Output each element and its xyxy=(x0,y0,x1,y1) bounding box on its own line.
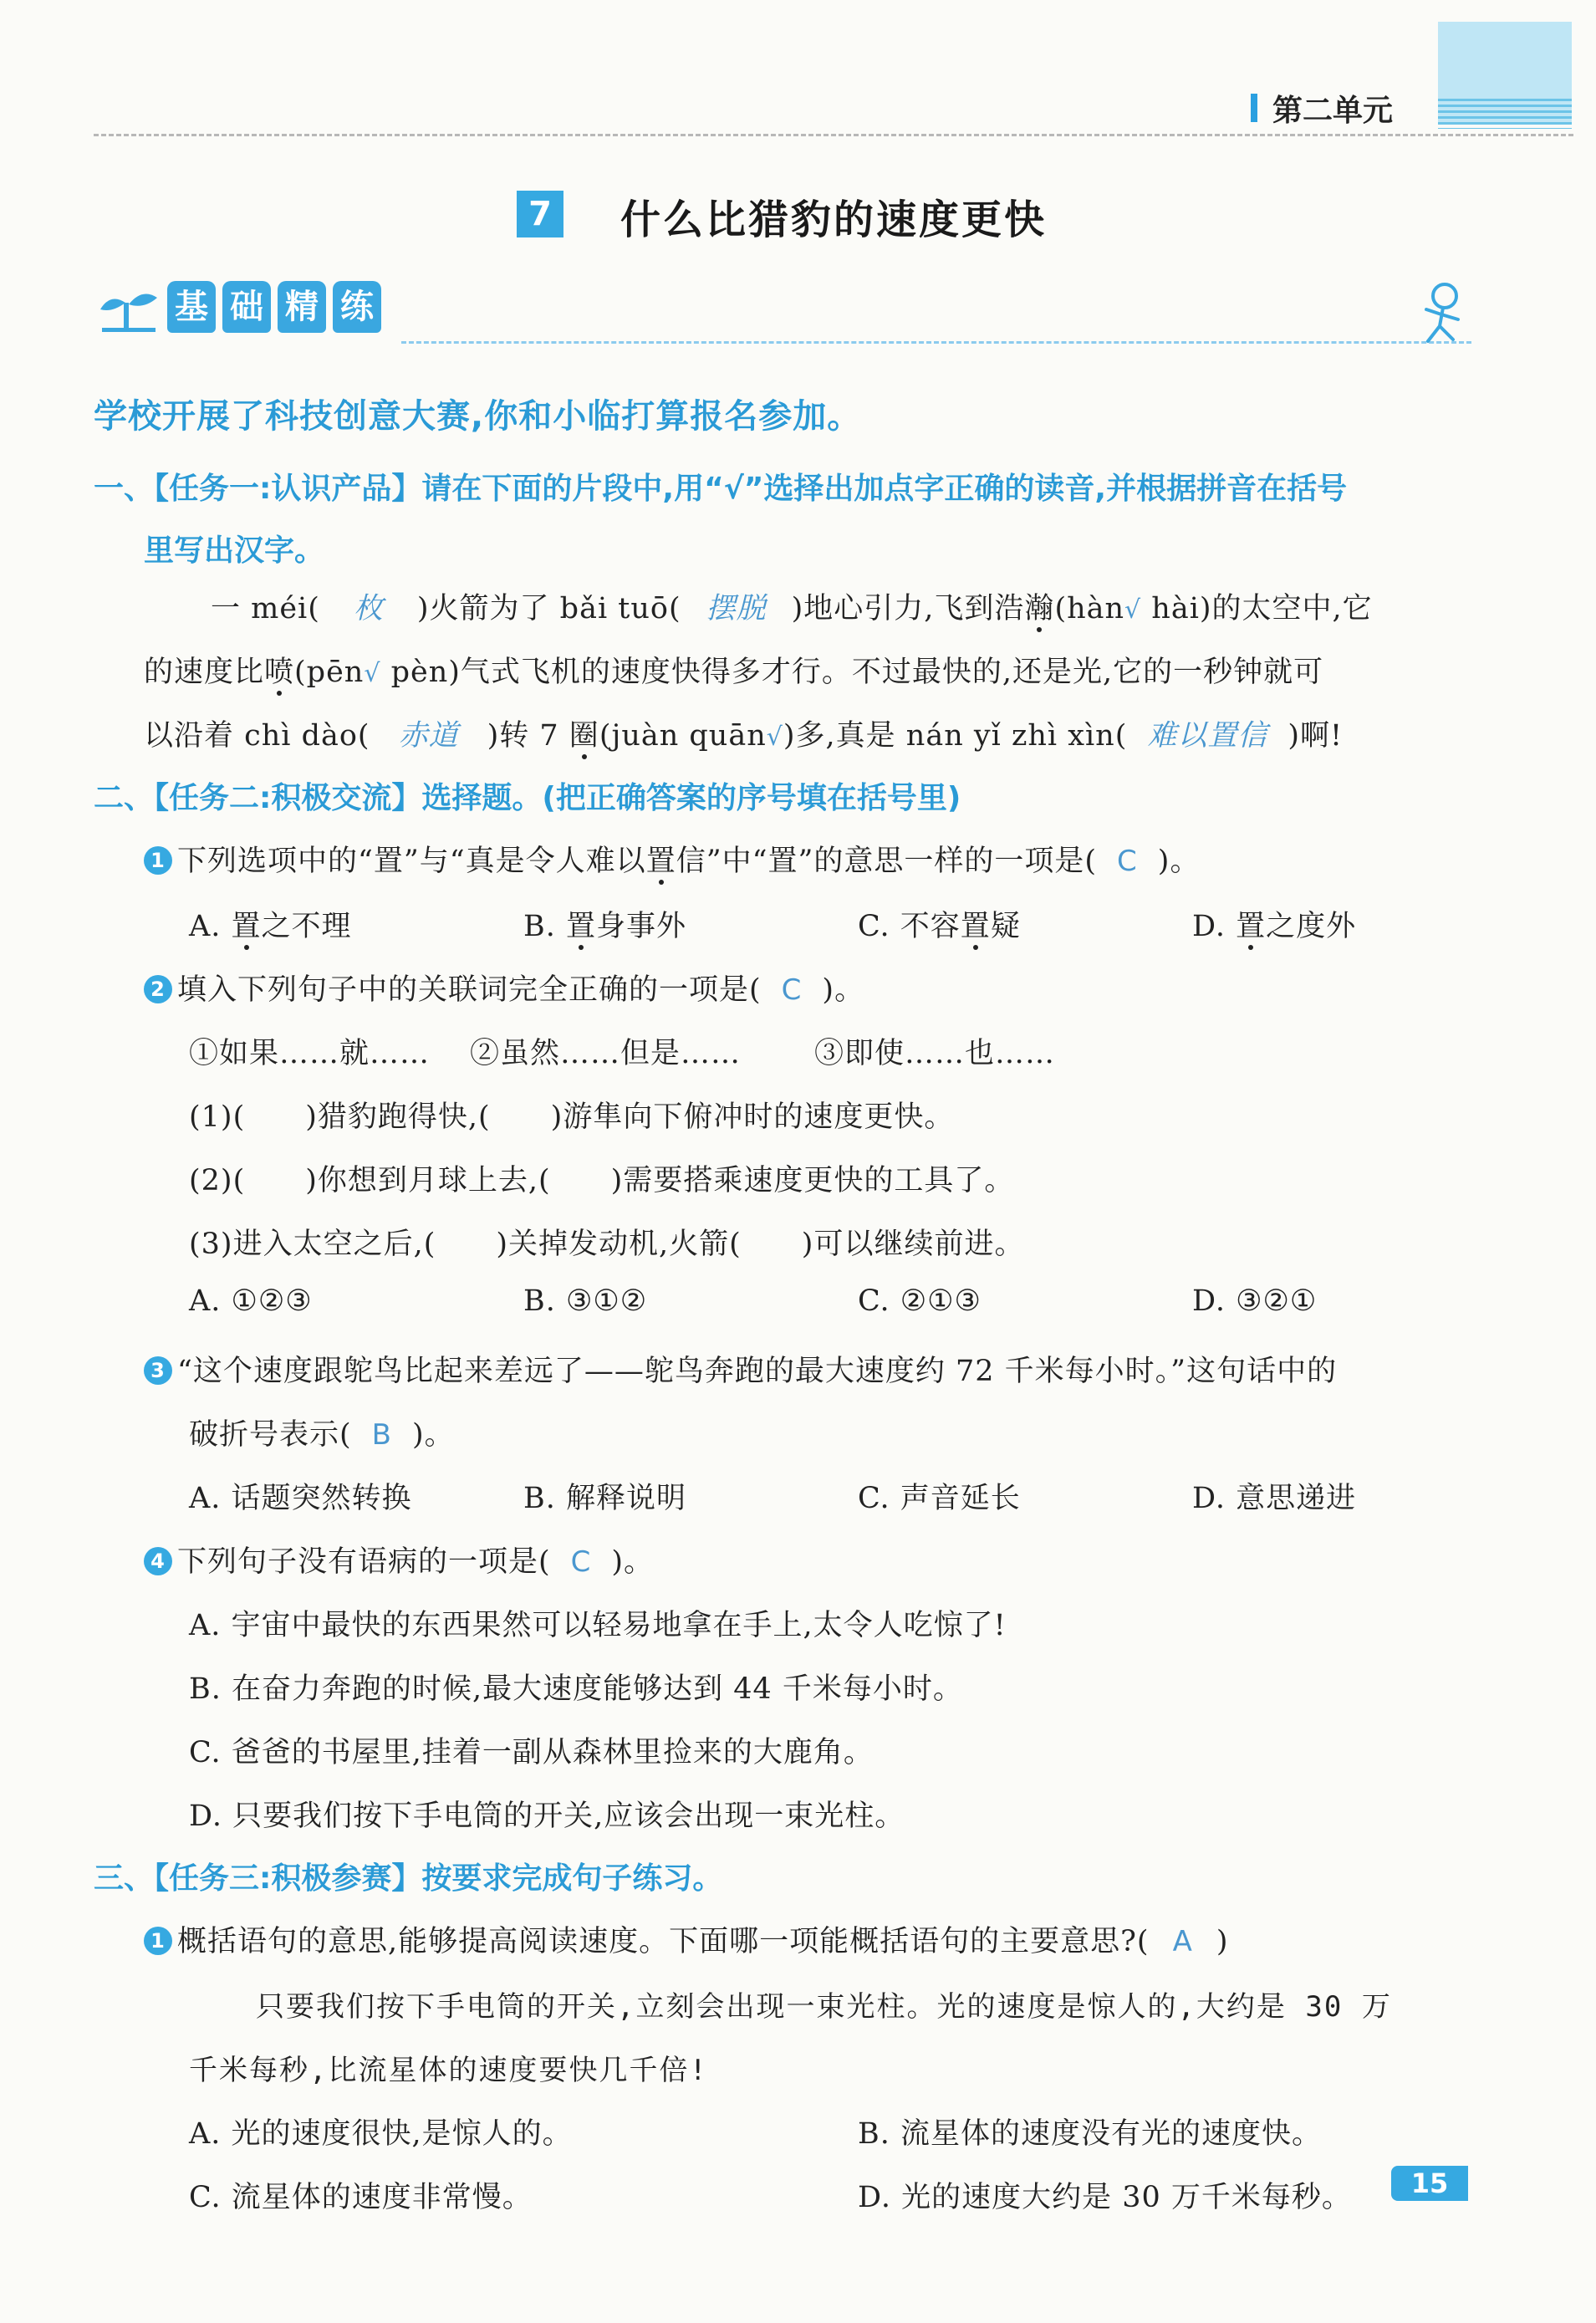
question-number: 1 xyxy=(144,846,172,875)
sprout-icon xyxy=(94,284,164,334)
sentence-1: (1)( )猎豹跑得快,( )游隼向下俯冲时的速度更快。 xyxy=(189,1100,955,1134)
options-3-1-row2 xyxy=(189,2174,1352,2216)
option-c[interactable]: C. 爸爸的书屋里,挂着一副从森林里捡来的大鹿角。 xyxy=(189,1736,874,1769)
question-2-3-cont: 破折号表示( B )。 xyxy=(189,1418,455,1452)
section-1-heading-cont: 里写出汉字。 xyxy=(144,534,325,568)
quote-line-1: 只要我们按下手电筒的开关,立刻会出现一束光柱。光的速度是惊人的,大约是 30 万 xyxy=(256,1990,1392,2024)
sentence-2: (2)( )你想到月球上去,( )需要搭乘速度更快的工具了。 xyxy=(189,1164,1015,1197)
answer-blank[interactable]: 枚 xyxy=(353,592,384,625)
unit-title: 第二单元 xyxy=(1272,94,1394,128)
running-kid-icon xyxy=(1413,281,1471,348)
section-1-heading: 一、【任务一:认识产品】请在下面的片段中,用“√”选择出加点字正确的读音,并根据拼音在括号 xyxy=(94,472,1348,506)
option-d[interactable]: D. 置之度外 xyxy=(1192,910,1357,943)
option-d[interactable]: D. 光的速度大约是 30 万千米每秒。 xyxy=(858,2181,1352,2214)
question-2-1: 1 下列选项中的“置”与“真是令人难以置信”中“置”的意思一样的一项是( C )。 xyxy=(144,838,1200,880)
option-a[interactable]: A. 置之不理 xyxy=(189,910,352,943)
banner-divider xyxy=(401,341,1471,344)
question-2-4: 4 下列句子没有语病的一项是( C )。 xyxy=(144,1539,654,1580)
question-2-2: 2 填入下列句子中的关联词完全正确的一项是( C )。 xyxy=(144,967,864,1008)
header-stripes xyxy=(1438,99,1572,129)
options-2-3 xyxy=(189,1475,1443,1517)
answer-blank[interactable]: 赤道 xyxy=(398,719,459,753)
option-c[interactable]: C. 不容置疑 xyxy=(858,910,1021,943)
answer-blank[interactable]: B xyxy=(371,1418,392,1452)
options-3-1-row1 xyxy=(189,2111,1322,2152)
check-mark[interactable]: √ xyxy=(364,659,381,688)
passage-line-1: 一 méi( 枚 )火箭为了 bǎi tuō( 摆脱 )地心引力,飞到浩瀚(hàn√ hài)的太空中,它 xyxy=(211,592,1373,625)
option-a[interactable]: A. ①②③ xyxy=(189,1284,313,1318)
banner-char: 精 xyxy=(278,281,326,333)
answer-blank[interactable]: 摆脱 xyxy=(706,592,767,625)
option-c[interactable]: C. 流星体的速度非常慢。 xyxy=(189,2181,533,2214)
header-divider xyxy=(94,134,1573,136)
intro-text: 学校开展了科技创意大赛,你和小临打算报名参加。 xyxy=(94,397,862,436)
conjunction-choices: ①如果……就…… ②虽然……但是…… ③即使……也…… xyxy=(189,1037,1056,1070)
page-number: 15 xyxy=(1391,2166,1468,2201)
option-b[interactable]: B. 流星体的速度没有光的速度快。 xyxy=(858,2117,1322,2151)
option-b[interactable]: B. 置身事外 xyxy=(523,910,687,943)
section-2-heading: 二、【任务二:积极交流】选择题。(把正确答案的序号填在括号里) xyxy=(94,781,961,815)
lesson-number: 7 xyxy=(517,191,563,237)
option-b[interactable]: B. ③①② xyxy=(523,1284,648,1318)
passage-line-3: 以沿着 chì dào( 赤道 )转 7 圈(juàn quān√)多,真是 nán yǐ zhì xìn( 难以置信 )啊! xyxy=(144,719,1344,753)
option-b[interactable]: B. 在奋力奔跑的时候,最大速度能够达到 44 千米每小时。 xyxy=(189,1672,963,1706)
question-number: 2 xyxy=(144,975,172,1003)
option-a[interactable]: A. 宇宙中最快的东西果然可以轻易地拿在手上,太令人吃惊了! xyxy=(189,1609,1007,1642)
option-d[interactable]: D. 意思递进 xyxy=(1192,1482,1357,1515)
options-2-2 xyxy=(189,1284,1443,1318)
answer-blank[interactable]: A xyxy=(1172,1925,1193,1958)
question-3-1: 1 概括语句的意思,能够提高阅读速度。下面哪一项能概括语句的主要意思?( A ) xyxy=(144,1918,1228,1960)
sentence-3: (3)进入太空之后,( )关掉发动机,火箭( )可以继续前进。 xyxy=(189,1228,1025,1261)
answer-blank[interactable]: C xyxy=(1117,845,1138,878)
option-d[interactable]: D. 只要我们按下手电筒的开关,应该会出现一束光柱。 xyxy=(189,1800,905,1833)
check-mark[interactable]: √ xyxy=(1124,595,1142,625)
option-c[interactable]: C. ②①③ xyxy=(858,1284,982,1318)
passage-line-2: 的速度比喷(pēn√ pèn)气式飞机的速度快得多才行。不过最快的,还是光,它的一秒钟就可 xyxy=(144,656,1324,689)
answer-blank[interactable]: C xyxy=(781,973,803,1007)
option-c[interactable]: C. 声音延长 xyxy=(858,1482,1021,1515)
banner-char: 基 xyxy=(167,281,216,333)
question-number: 4 xyxy=(144,1547,172,1575)
banner-char: 础 xyxy=(222,281,271,333)
question-2-3: 3 “这个速度跟鸵鸟比起来差远了——鸵鸟奔跑的最大速度约 72 千米每小时。”这句话中的 xyxy=(144,1348,1337,1390)
option-b[interactable]: B. 解释说明 xyxy=(523,1482,686,1515)
unit-marker xyxy=(1251,94,1257,122)
option-d[interactable]: D. ③②① xyxy=(1192,1284,1318,1318)
answer-blank[interactable]: 难以置信 xyxy=(1147,719,1268,753)
question-number: 3 xyxy=(144,1356,172,1385)
banner-char: 练 xyxy=(333,281,381,333)
question-number: 1 xyxy=(144,1927,172,1955)
answer-blank[interactable]: C xyxy=(570,1545,592,1579)
check-mark[interactable]: √ xyxy=(766,722,783,752)
section-3-heading: 三、【任务三:积极参赛】按要求完成句子练习。 xyxy=(94,1861,723,1896)
options-2-1 xyxy=(189,903,1443,945)
option-a[interactable]: A. 话题突然转换 xyxy=(189,1482,412,1515)
quote-line-2: 千米每秒,比流星体的速度要快几千倍! xyxy=(189,2054,708,2087)
option-a[interactable]: A. 光的速度很快,是惊人的。 xyxy=(189,2117,573,2151)
section-banner xyxy=(167,281,381,333)
lesson-title: 什么比猎豹的速度更快 xyxy=(620,197,1048,243)
